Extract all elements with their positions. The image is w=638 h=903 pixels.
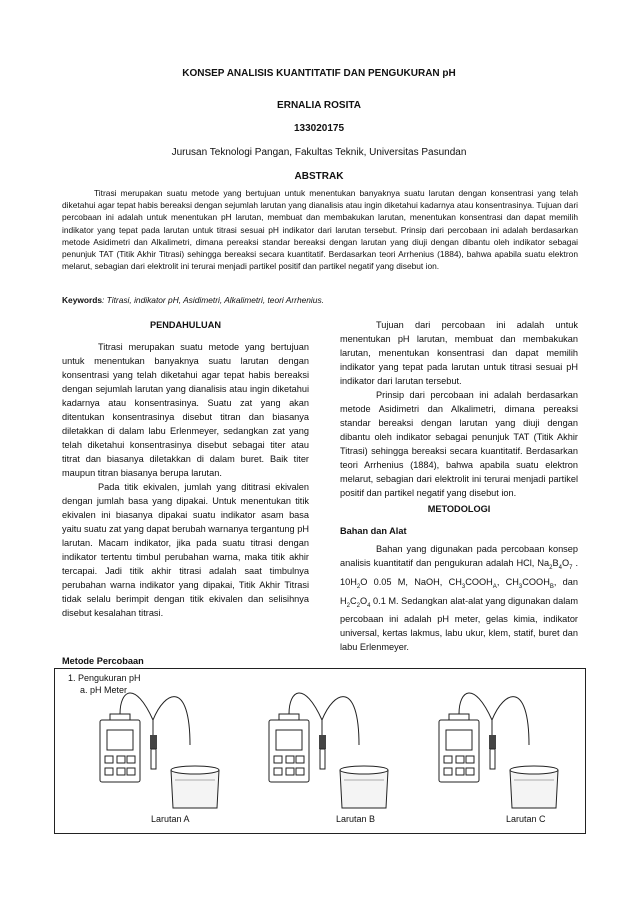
formula-part: Na bbox=[537, 558, 550, 568]
ph-meter-icon bbox=[439, 714, 479, 782]
formula-part: , dan H bbox=[340, 576, 578, 606]
pendahuluan-paragraph-2: Pada titik ekivalen, jumlah yang dititrasi ekivalen dengan jumlah basa yang dipakai. Untuk menentukan titik ekivalen ini biasanya dipakai suatu indikator asam basa yaitu suatu zat yang dapat berubah warnanya tergantung pH larutan. Macam indikator, jika pada suatu titrasi dengan indikator tertentu timbul perubahan warna, maka titik akhir tercapai. Jadi titik akhir titrasi adalah saat timbulnya perubahan warna indikator yang dipakai, Titik Akhir Titrasi tidak selalu berimpit dengan titik ekivalen dan selisihnya disebut kesalahan titrasi. bbox=[62, 482, 309, 618]
formula-sub: 3 bbox=[461, 583, 466, 590]
label-larutan-c: Larutan C bbox=[506, 814, 546, 824]
ph-meter-icon bbox=[269, 714, 309, 782]
formula-sub: A bbox=[492, 583, 497, 590]
formula-sub: 2 bbox=[549, 564, 553, 571]
metode-heading: Metode Percobaan bbox=[62, 656, 144, 666]
beaker-icon bbox=[510, 766, 558, 808]
formula-part: C bbox=[349, 595, 357, 606]
ph-meter-apparatus-a bbox=[95, 680, 235, 810]
formula-sub: 2 bbox=[356, 602, 360, 609]
formula-part: . 10H bbox=[340, 558, 579, 587]
keywords bbox=[62, 295, 578, 305]
formula-sub: 4 bbox=[367, 602, 371, 609]
metodologi-heading: METODOLOGI bbox=[427, 504, 491, 514]
formula-part: O bbox=[561, 558, 570, 568]
student-id: 133020175 bbox=[293, 123, 345, 134]
abstract-body bbox=[62, 187, 578, 272]
ph-meter-icon bbox=[100, 714, 140, 782]
formula-part: , bbox=[496, 576, 500, 587]
pendahuluan-paragraph-4: Prinsip dari percobaan ini adalah berdasarkan metode Asidimetri dan Alkalimetri, dimana pereaksi standar bereaksi dengan larutan yang diuji dengan dibantu oleh indikator sebagai penunjuk TAT (Titik Akhir Titrasi) sehingga bereaksi secara kuantitatif. Berdasarkan teori Arrhenius (1884), bahwa apabila suatu elektron melarut, sebagian dari elektrolit ini terurai menjadi partikel positif dan partikel negatif yang disebut ion. bbox=[340, 390, 578, 498]
left-column bbox=[62, 318, 309, 620]
paper-title: KONSEP ANALISIS KUANTITATIF DAN PENGUKURAN pH bbox=[182, 68, 456, 79]
right-column bbox=[340, 318, 578, 654]
keywords-list: : Titrasi, indikator pH, Asidimetri, Alkalimetri, teori Arrhenius. bbox=[102, 295, 324, 305]
keywords-label: Keywords bbox=[62, 295, 103, 305]
ph-meter-apparatus-b bbox=[264, 680, 404, 810]
beaker-icon bbox=[340, 766, 388, 808]
formula-part: CH bbox=[499, 576, 519, 587]
formula-sub: 7 bbox=[569, 564, 573, 571]
formula-sub: B bbox=[549, 583, 554, 590]
abstract-heading: ABSTRAK bbox=[294, 171, 344, 182]
affiliation: Jurusan Teknologi Pangan, Fakultas Teknik, Universitas Pasundan bbox=[171, 147, 467, 158]
bahan-text-a: Bahan yang digunakan pada percobaan konsep analisis kuantitatif dan pengukuran adalah HCl, bbox=[340, 544, 578, 568]
author-name: ERNALIA ROSITA bbox=[277, 100, 361, 111]
label-larutan-b: Larutan B bbox=[336, 814, 376, 824]
bahan-alat-heading: Bahan dan Alat bbox=[340, 526, 407, 536]
figure-item-1: 1. Pengukuran pH bbox=[68, 673, 141, 683]
formula-part: O 0.05 M, NaOH, CH bbox=[360, 576, 462, 587]
formula-part: O bbox=[359, 595, 368, 606]
formula-sub: 3 bbox=[518, 583, 523, 590]
electrode-icon bbox=[489, 735, 496, 769]
abstract-text: Titrasi merupakan suatu metode yang bertujuan untuk menentukan banyaknya suatu larutan dengan konsentrasi yang telah diketahui agar tepat habis bereaksi dengan sejumlah larutan yang dianalisis atau ingin diketahui kadarnya atau konsentrasinya. Tujuan dari percobaan ini adalah untuk menentukan pH larutan, membuat dan membakukan larutan, menentukan konsentrasi dan dapat memilih indikator yang tepat pada larutan untuk titrasi sesuai pH indikator dari larutan tersebut. Prinsip dari percobaan ini adalah berdasarkan metode Asidimetri dan Alkalimetri, dimana pereaksi standar bereaksi dengan larutan yang diuji dengan dibantu oleh indikator sebagai penunjuk TAT (Titik Akhir Titrasi) sehingga bereaksi secara kuantitatif. Berdasarkan teori Arrhenius (1884), bahwa apabila suatu elektron melarut, sebagian dari elektrolit ini terurai menjadi partikel positif dan partikel negatif yang disebut ion. bbox=[62, 188, 578, 272]
figure-item-1a: a. pH Meter bbox=[80, 685, 128, 695]
formula-sub: 4 bbox=[558, 564, 562, 571]
bahan-alat-paragraph bbox=[340, 542, 578, 654]
formula-part: COOH bbox=[522, 576, 550, 587]
ph-meter-apparatus-c bbox=[434, 680, 574, 810]
formula-part: B bbox=[552, 558, 559, 568]
beaker-icon bbox=[171, 766, 219, 808]
electrode-icon bbox=[319, 735, 326, 769]
pendahuluan-paragraph-1: Titrasi merupakan suatu metode yang bertujuan untuk menentukan banyaknya suatu larutan dengan konsentrasi yang telah diketahui agar tepat habis bereaksi dengan sejumlah larutan yang dianalisis atau ingin diketahui kadarnya atau konsentrasinya. Suatu zat yang akan ditentukan konsentrasinya disebut titran dan biasanya diletakkan di dalam labu Erlenmeyer, sedangkan zat yang telah diketahui konsentrasinya disebut sebagai titer atau titrat dan biasanya diletakkan di dalam buret. Baik titer maupun titran biasanya berupa larutan. bbox=[62, 342, 309, 478]
formula-part: COOH bbox=[465, 576, 493, 587]
label-larutan-a: Larutan A bbox=[151, 814, 190, 824]
formula-sub: 2 bbox=[346, 602, 350, 609]
pendahuluan-heading: PENDAHULUAN bbox=[150, 320, 221, 330]
electrode-icon bbox=[150, 735, 157, 769]
formula-sub: 2 bbox=[356, 583, 361, 590]
pendahuluan-paragraph-3: Tujuan dari percobaan ini adalah untuk menentukan pH larutan, membuat dan membakukan larutan, menentukan konsentrasi dan dapat memilih indikator yang tepat pada larutan untuk titrasi sesuai pH indikator dari larutan tersebut. bbox=[340, 320, 578, 386]
bahan-text-b: 0.1 M. Sedangkan alat-alat yang digunakan dalam percobaan ini adalah pH meter, gelas kimia, indikator universal, kertas lakmus, labu ukur, klem, statif, buret dan labu Erlenmeyer. bbox=[340, 595, 578, 653]
